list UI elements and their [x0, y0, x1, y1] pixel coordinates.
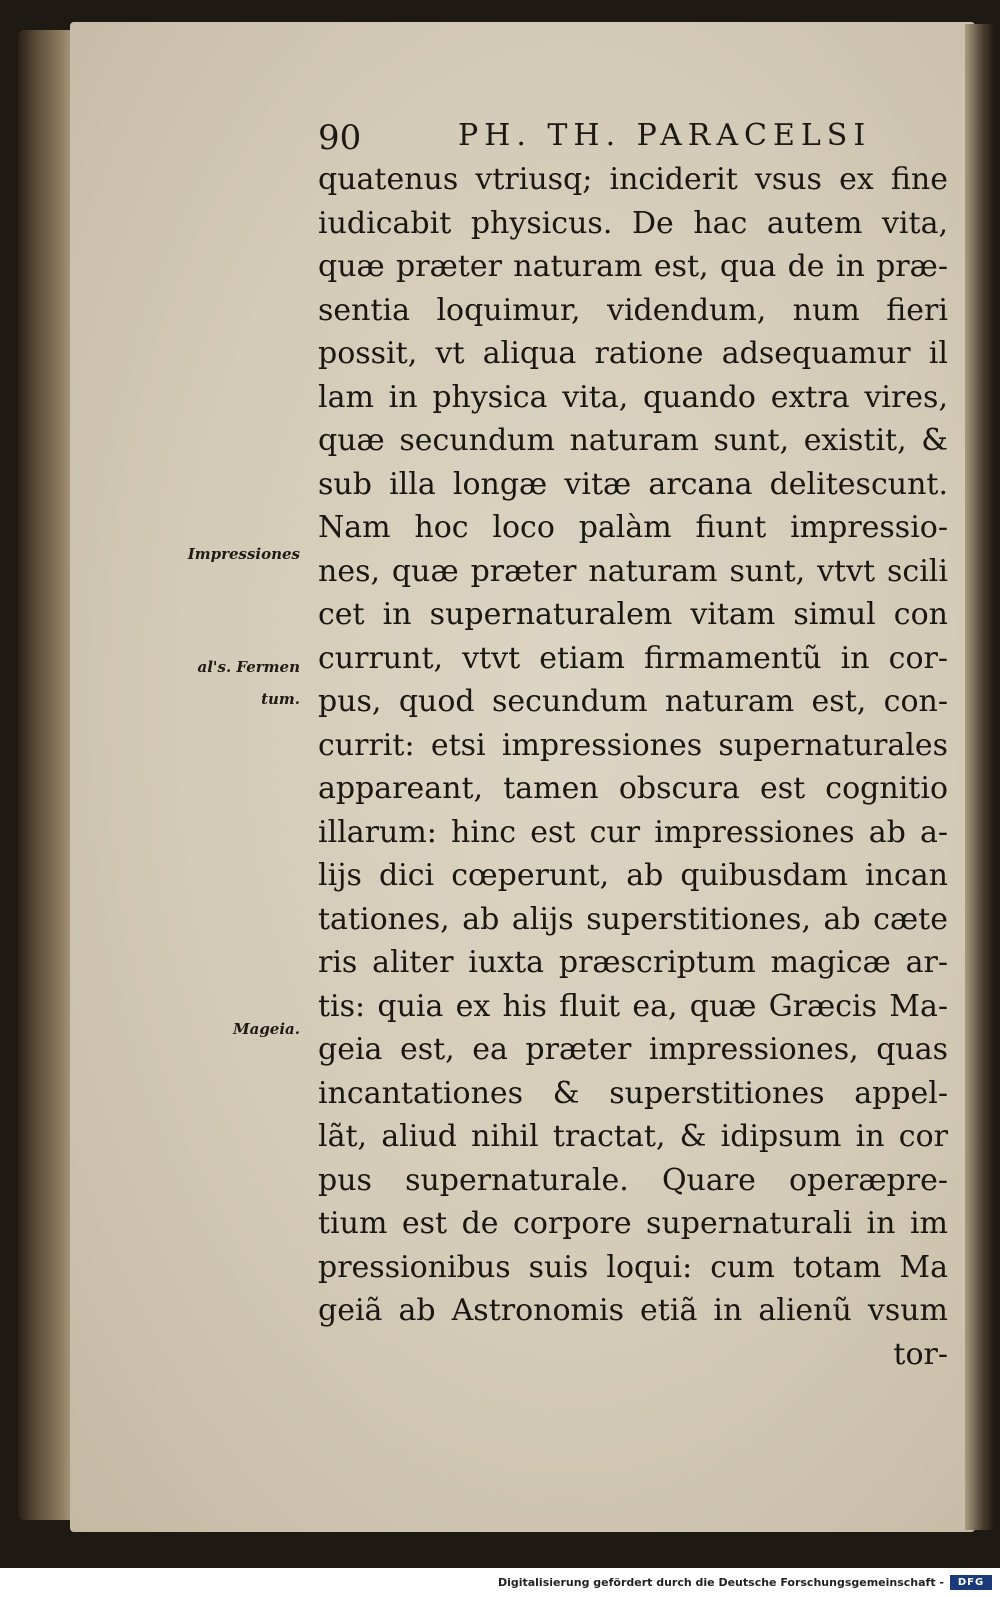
text-line: pus, quod secundum naturam est, con- [318, 684, 948, 719]
text-line: lijs dici cœperunt, ab quibusdam incan [318, 858, 948, 893]
marginal-note-fermentum: al's. Fermen [197, 658, 300, 676]
body-text [318, 158, 948, 1376]
text-line: lam in physica vita, quando extra vires, [318, 379, 948, 415]
dfg-logo: DFG [950, 1575, 992, 1590]
text-line: sentia loquimur, videndum, num fieri [318, 292, 948, 328]
page-gutter-shadow [965, 24, 995, 1530]
page-number: 90 [318, 118, 362, 158]
text-line: sub illa longæ vitæ arcana delitescunt. [318, 466, 948, 502]
text-line: quæ secundum naturam sunt, existit, & [318, 423, 948, 458]
text-line: tis: quia ex his fluit ea, quæ Græcis Ma- [318, 988, 948, 1024]
text-line: ris aliter iuxta præscriptum magicæ ar- [318, 945, 948, 980]
text-line: pus supernaturale. Quare operæpre- [318, 1162, 948, 1198]
text-line: illarum: hinc est cur impressiones ab a- [318, 814, 948, 850]
footer-bar [0, 1568, 1000, 1597]
marginal-note-mageia: Mageia. [233, 1020, 300, 1038]
text-line: Nam hoc loco palàm fiunt impressio- [318, 510, 948, 545]
funding-credit: Digitalisierung gefördert durch die Deutsche Forschungsgemeinschaft - [497, 1576, 944, 1589]
text-line: cet in supernaturalem vitam simul con [318, 597, 948, 632]
marginal-note-impressiones: Impressiones [187, 545, 300, 563]
marginal-note-fermentum-cont: tum. [261, 690, 300, 708]
text-line: pressionibus suis loqui: cum totam Ma [318, 1249, 948, 1285]
text-line: tium est de corpore supernaturali in im [318, 1206, 948, 1241]
text-line: quæ præter naturam est, qua de in præ- [318, 249, 948, 284]
text-line: currit: etsi impressiones supernaturales [318, 727, 948, 763]
text-line: currunt, vtvt etiam firmamentũ in cor- [318, 640, 948, 676]
text-line: geiã ab Astronomis etiã in alienũ vsum [318, 1293, 948, 1328]
text-line: possit, vt aliqua ratione adsequamur il [318, 336, 948, 371]
text-line: appareant, tamen obscura est cognitio [318, 771, 948, 806]
catchword: tor- [893, 1336, 948, 1372]
text-line: tationes, ab alijs superstitiones, ab cæte [318, 901, 948, 937]
text-line: geia est, ea præter impressiones, quas [318, 1032, 948, 1067]
running-head: PH. TH. PARACELSI [458, 118, 872, 153]
text-line: incantationes & superstitiones appel- [318, 1075, 948, 1111]
text-line: iudicabit physicus. De hac autem vita, [318, 205, 948, 241]
book-binding-edge [18, 30, 78, 1520]
text-line: quatenus vtriusq; inciderit vsus ex fine [318, 162, 948, 197]
text-line: nes, quæ præter naturam sunt, vtvt scili [318, 553, 948, 589]
text-line: lãt, aliud nihil tractat, & idipsum in cor [318, 1119, 948, 1154]
